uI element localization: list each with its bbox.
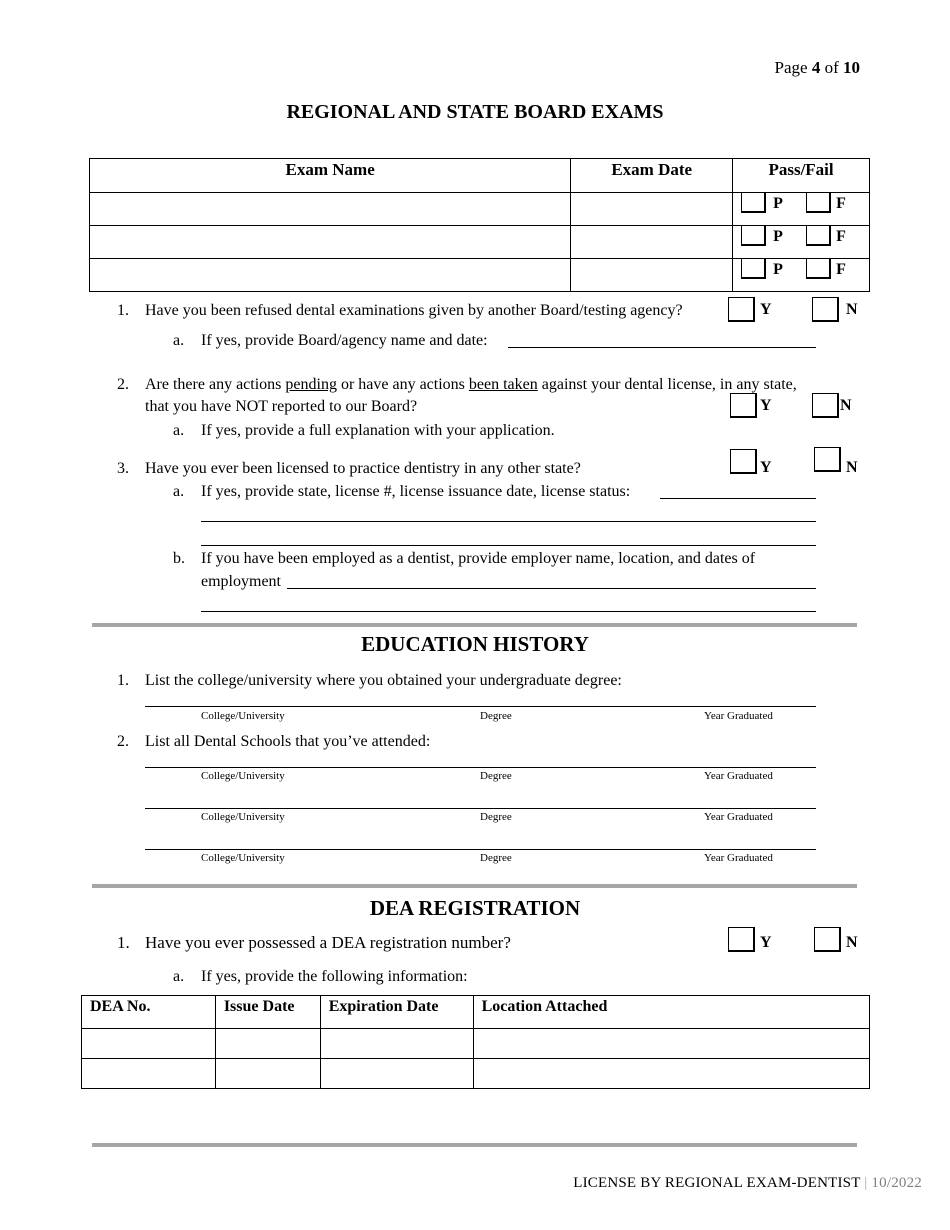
- q2-no-checkbox[interactable]: [812, 393, 839, 418]
- edu-col-year: Year Graduated: [704, 852, 773, 864]
- education-title: EDUCATION HISTORY: [361, 632, 589, 656]
- q3-yes-label: Y: [760, 459, 772, 476]
- q3a-answer-line-2[interactable]: [201, 521, 816, 522]
- dea-no-checkbox[interactable]: [814, 927, 841, 952]
- q2-text-part: Are there any actions: [145, 376, 286, 393]
- pass-fail-cell: [733, 226, 870, 259]
- q2-yes-label: Y: [760, 397, 772, 414]
- q3-yes-checkbox[interactable]: [730, 449, 757, 474]
- dea-no-field[interactable]: [82, 1059, 216, 1089]
- q3a-text: If yes, provide state, license #, license issuance date, license status:: [201, 483, 631, 500]
- q2-yes-checkbox[interactable]: [730, 393, 757, 418]
- q3-no-checkbox[interactable]: [814, 447, 841, 472]
- q2-underlined-pending: pending: [285, 376, 337, 393]
- q1-yes-label: Y: [760, 301, 772, 318]
- fail-label: F: [836, 195, 846, 212]
- col-exam-date: Exam Date: [571, 159, 733, 193]
- page-of: of: [824, 58, 839, 77]
- exam-row: [90, 259, 870, 292]
- edu-col-degree: Degree: [480, 811, 512, 823]
- dea-no-label: N: [846, 934, 858, 951]
- page-total: 10: [843, 58, 860, 77]
- q2a-text: If yes, provide a full explanation with your application.: [201, 422, 555, 439]
- fail-checkbox[interactable]: [806, 258, 831, 279]
- q1-text: Have you been refused dental examinations given by another Board/testing agency?: [145, 302, 683, 319]
- q3a-answer-line-3[interactable]: [201, 545, 816, 546]
- edu-undergrad-line[interactable]: [145, 706, 816, 707]
- exam-table-header: [90, 159, 870, 193]
- exam-row: [90, 226, 870, 259]
- fail-checkbox[interactable]: [806, 192, 831, 213]
- q2-number: 2.: [117, 376, 129, 393]
- col-exam-name: Exam Name: [90, 159, 571, 193]
- footer-revision: 10/2022: [871, 1175, 922, 1191]
- col-pass-fail: Pass/Fail: [733, 159, 870, 193]
- edu-q1-number: 1.: [117, 672, 129, 689]
- expiration-date-field[interactable]: [320, 1029, 473, 1059]
- pass-label: P: [773, 228, 783, 245]
- dea-row: [82, 1059, 870, 1089]
- pass-fail-cell: [733, 193, 870, 226]
- edu-q1-text: List the college/university where you obtained your undergraduate degree:: [145, 672, 622, 689]
- edu-col-year: Year Graduated: [704, 770, 773, 782]
- footer-form-name: LICENSE BY REGIONAL EXAM-DENTIST: [573, 1175, 861, 1191]
- dental-school-line[interactable]: [145, 849, 816, 850]
- pass-checkbox[interactable]: [741, 192, 766, 213]
- q1-yes-checkbox[interactable]: [728, 297, 755, 322]
- location-attached-field[interactable]: [473, 1059, 869, 1089]
- edu-col-degree: Degree: [480, 770, 512, 782]
- dea-title: DEA REGISTRATION: [369, 896, 581, 920]
- dea-q1-text: Have you ever possessed a DEA registration number?: [145, 933, 511, 952]
- issue-date-field[interactable]: [215, 1029, 320, 1059]
- exam-name-field[interactable]: [90, 226, 571, 259]
- col-issue-date: Issue Date: [215, 996, 320, 1029]
- exam-table: [89, 158, 870, 292]
- exam-date-field[interactable]: [571, 193, 733, 226]
- q3b-text-line2: employment: [201, 573, 281, 590]
- dental-school-line[interactable]: [145, 808, 816, 809]
- page-number: [775, 58, 860, 78]
- pass-fail-cell: [733, 259, 870, 292]
- col-location-attached: Location Attached: [473, 996, 869, 1029]
- exam-date-field[interactable]: [571, 259, 733, 292]
- pass-label: P: [773, 261, 783, 278]
- q2-no-label: N: [840, 397, 852, 414]
- edu-col-degree: Degree: [480, 852, 512, 864]
- dea-table-header: [82, 996, 870, 1029]
- q2-text-part: against your dental license, in any state,: [537, 376, 797, 393]
- dea-q1-number: 1.: [117, 933, 130, 952]
- edu-col-year: Year Graduated: [704, 811, 773, 823]
- fail-label: F: [836, 261, 846, 278]
- q3-no-label: N: [846, 459, 858, 476]
- edu-col-year: Year Graduated: [704, 710, 773, 722]
- q3b-answer-line[interactable]: [287, 588, 816, 589]
- exam-name-field[interactable]: [90, 259, 571, 292]
- edu-col-college: College/University: [201, 852, 285, 864]
- edu-q2-number: 2.: [117, 733, 129, 750]
- location-attached-field[interactable]: [473, 1029, 869, 1059]
- pass-label: P: [773, 195, 783, 212]
- edu-q2-text: List all Dental Schools that you’ve attended:: [145, 733, 431, 750]
- issue-date-field[interactable]: [215, 1059, 320, 1089]
- q2-text: [145, 374, 797, 396]
- q1-number: 1.: [117, 302, 129, 319]
- q1a-number: a.: [173, 332, 185, 349]
- q1a-text: If yes, provide Board/agency name and date:: [201, 332, 488, 349]
- footer-separator: |: [864, 1175, 868, 1191]
- section-divider: [92, 884, 857, 888]
- q3b-text: If you have been employed as a dentist, provide employer name, location, and dates of: [201, 550, 756, 567]
- edu-col-degree: Degree: [480, 710, 512, 722]
- footer: [573, 1175, 922, 1192]
- dea-no-field[interactable]: [82, 1029, 216, 1059]
- q1-no-label: N: [846, 301, 858, 318]
- fail-label: F: [836, 228, 846, 245]
- q2-underlined-been-taken: been taken: [468, 376, 538, 393]
- edu-col-college: College/University: [201, 710, 285, 722]
- exam-name-field[interactable]: [90, 193, 571, 226]
- dea-table: [81, 995, 870, 1089]
- q1-no-checkbox[interactable]: [812, 297, 839, 322]
- page-label: Page: [774, 58, 808, 77]
- q3b-answer-line-2[interactable]: [201, 611, 816, 612]
- pass-checkbox[interactable]: [741, 258, 766, 279]
- q2a-number: a.: [173, 422, 185, 439]
- q2-text-part: or have any actions: [336, 376, 469, 393]
- footer-divider: [92, 1143, 857, 1147]
- q3-number: 3.: [117, 460, 129, 477]
- q1a-answer-line[interactable]: [508, 347, 816, 348]
- pass-checkbox[interactable]: [741, 225, 766, 246]
- col-dea-no: DEA No.: [82, 996, 216, 1029]
- q3-text: Have you ever been licensed to practice dentistry in any other state?: [145, 460, 581, 477]
- col-expiration-date: Expiration Date: [320, 996, 473, 1029]
- dea-yes-label: Y: [760, 934, 772, 951]
- q2-text-line2: that you have NOT reported to our Board?: [145, 398, 418, 415]
- dea-a-text: If yes, provide the following information:: [201, 968, 468, 985]
- section-divider: [92, 623, 857, 627]
- q3b-number: b.: [173, 550, 185, 567]
- dental-school-line[interactable]: [145, 767, 816, 768]
- exam-date-field[interactable]: [571, 226, 733, 259]
- q3a-number: a.: [173, 483, 185, 500]
- dea-yes-checkbox[interactable]: [728, 927, 755, 952]
- exam-row: [90, 193, 870, 226]
- dea-row: [82, 1029, 870, 1059]
- board-exams-title: REGIONAL AND STATE BOARD EXAMS: [286, 101, 664, 123]
- edu-col-college: College/University: [201, 770, 285, 782]
- expiration-date-field[interactable]: [320, 1059, 473, 1089]
- fail-checkbox[interactable]: [806, 225, 831, 246]
- q3a-answer-line[interactable]: [660, 498, 816, 499]
- edu-col-college: College/University: [201, 811, 285, 823]
- dea-a-number: a.: [173, 968, 185, 985]
- page-current: 4: [811, 58, 821, 77]
